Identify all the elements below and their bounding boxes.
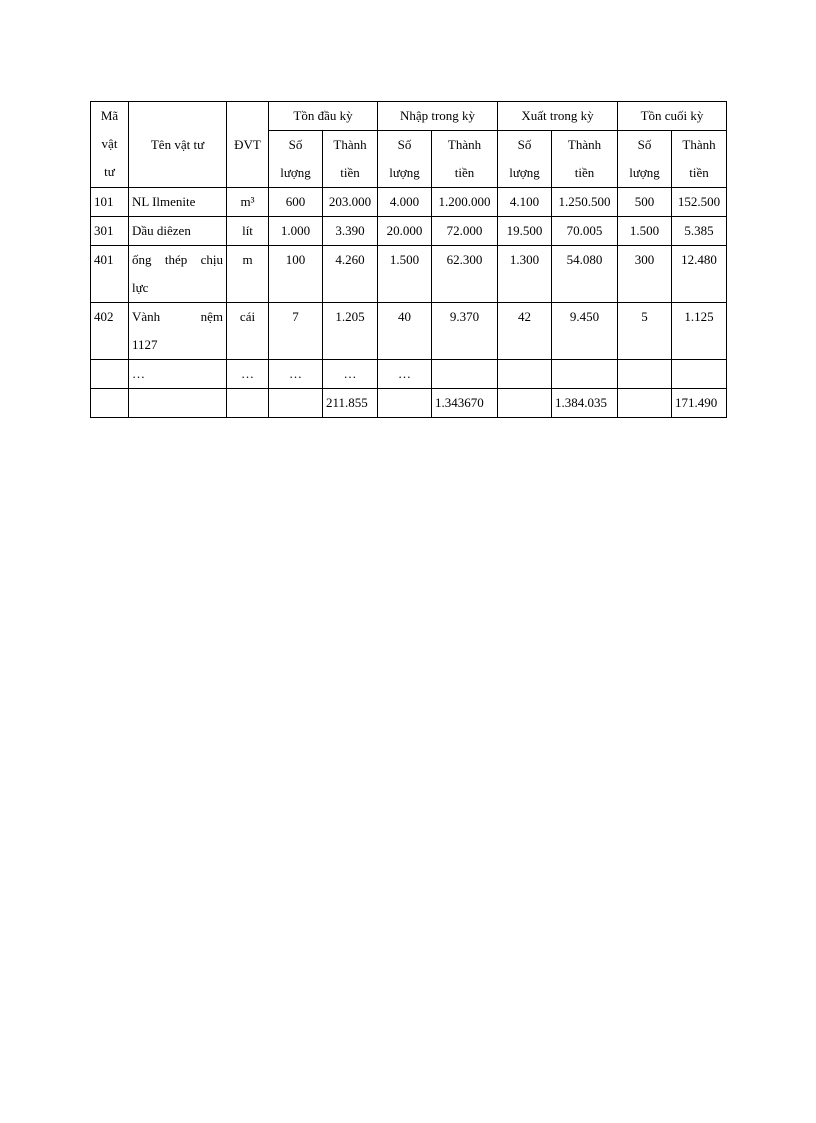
cell-value: 1.125 (672, 303, 727, 360)
header-dvt: ĐVT (227, 102, 269, 188)
cell-value: 19.500 (498, 217, 552, 246)
cell-dvt: m³ (227, 188, 269, 217)
cell-value: 5.385 (672, 217, 727, 246)
cell-empty (91, 389, 129, 418)
cell-value: … (323, 360, 378, 389)
inventory-table (90, 101, 727, 418)
cell-empty (129, 389, 227, 418)
cell-value (552, 360, 618, 389)
cell-value: 72.000 (432, 217, 498, 246)
cell-ma: 101 (91, 188, 129, 217)
cell-value: 300 (618, 246, 672, 303)
header-so-luong: Số lượng (618, 131, 672, 188)
header-ton-dau-ky: Tồn đầu kỳ (269, 102, 378, 131)
cell-value: 7 (269, 303, 323, 360)
cell-value: 62.300 (432, 246, 498, 303)
cell-value: … (378, 360, 432, 389)
totals-row (91, 389, 727, 418)
cell-value (498, 360, 552, 389)
cell-ten: Vành nệm 1127 (129, 303, 227, 360)
table-row (91, 360, 727, 389)
header-thanh-tien: Thành tiền (432, 131, 498, 188)
header-so-luong: Số lượng (378, 131, 432, 188)
cell-value: 1.300 (498, 246, 552, 303)
cell-empty (378, 389, 432, 418)
cell-ten: ống thép chịu lực (129, 246, 227, 303)
header-row-1 (91, 102, 727, 131)
cell-ma: 301 (91, 217, 129, 246)
cell-empty (498, 389, 552, 418)
table-row (91, 303, 727, 360)
cell-value (672, 360, 727, 389)
cell-value: 600 (269, 188, 323, 217)
total-ton-dau-ky: 211.855 (323, 389, 378, 418)
cell-dvt: … (227, 360, 269, 389)
cell-value: 54.080 (552, 246, 618, 303)
header-nhap-trong-ky: Nhập trong kỳ (378, 102, 498, 131)
cell-value: 1.500 (618, 217, 672, 246)
header-thanh-tien: Thành tiền (672, 131, 727, 188)
cell-value: 1.500 (378, 246, 432, 303)
total-ton-cuoi-ky: 171.490 (672, 389, 727, 418)
cell-ma: 402 (91, 303, 129, 360)
cell-value: 70.005 (552, 217, 618, 246)
cell-value: 1.205 (323, 303, 378, 360)
cell-value: 1.000 (269, 217, 323, 246)
table-row (91, 246, 727, 303)
cell-value: 9.450 (552, 303, 618, 360)
cell-value: 20.000 (378, 217, 432, 246)
cell-empty (227, 389, 269, 418)
cell-dvt: lít (227, 217, 269, 246)
cell-value: 12.480 (672, 246, 727, 303)
cell-empty (618, 389, 672, 418)
table-row (91, 217, 727, 246)
cell-value: 100 (269, 246, 323, 303)
cell-value: 5 (618, 303, 672, 360)
cell-dvt: m (227, 246, 269, 303)
cell-value: 152.500 (672, 188, 727, 217)
cell-empty (269, 389, 323, 418)
cell-value: 3.390 (323, 217, 378, 246)
header-thanh-tien: Thành tiền (323, 131, 378, 188)
cell-value: 1.250.500 (552, 188, 618, 217)
header-thanh-tien: Thành tiền (552, 131, 618, 188)
cell-value: 4.000 (378, 188, 432, 217)
total-nhap-trong-ky: 1.343670 (432, 389, 498, 418)
table-row (91, 188, 727, 217)
header-ma-vat-tu: Mã vật tư (91, 102, 129, 188)
total-xuat-trong-ky: 1.384.035 (552, 389, 618, 418)
cell-value (432, 360, 498, 389)
cell-ma (91, 360, 129, 389)
cell-value: 1.200.000 (432, 188, 498, 217)
header-so-luong: Số lượng (269, 131, 323, 188)
cell-ma: 401 (91, 246, 129, 303)
cell-ten: … (129, 360, 227, 389)
cell-ten: Dầu diêzen (129, 217, 227, 246)
cell-ten: NL Ilmenite (129, 188, 227, 217)
cell-value: 42 (498, 303, 552, 360)
cell-value (618, 360, 672, 389)
cell-value: 40 (378, 303, 432, 360)
cell-value: 9.370 (432, 303, 498, 360)
header-ton-cuoi-ky: Tồn cuối kỳ (618, 102, 727, 131)
header-xuat-trong-ky: Xuất trong kỳ (498, 102, 618, 131)
cell-value: 500 (618, 188, 672, 217)
cell-value: 203.000 (323, 188, 378, 217)
cell-value: 4.260 (323, 246, 378, 303)
cell-value: 4.100 (498, 188, 552, 217)
header-so-luong: Số lượng (498, 131, 552, 188)
cell-value: … (269, 360, 323, 389)
cell-dvt: cái (227, 303, 269, 360)
header-ten-vat-tu: Tên vật tư (129, 102, 227, 188)
